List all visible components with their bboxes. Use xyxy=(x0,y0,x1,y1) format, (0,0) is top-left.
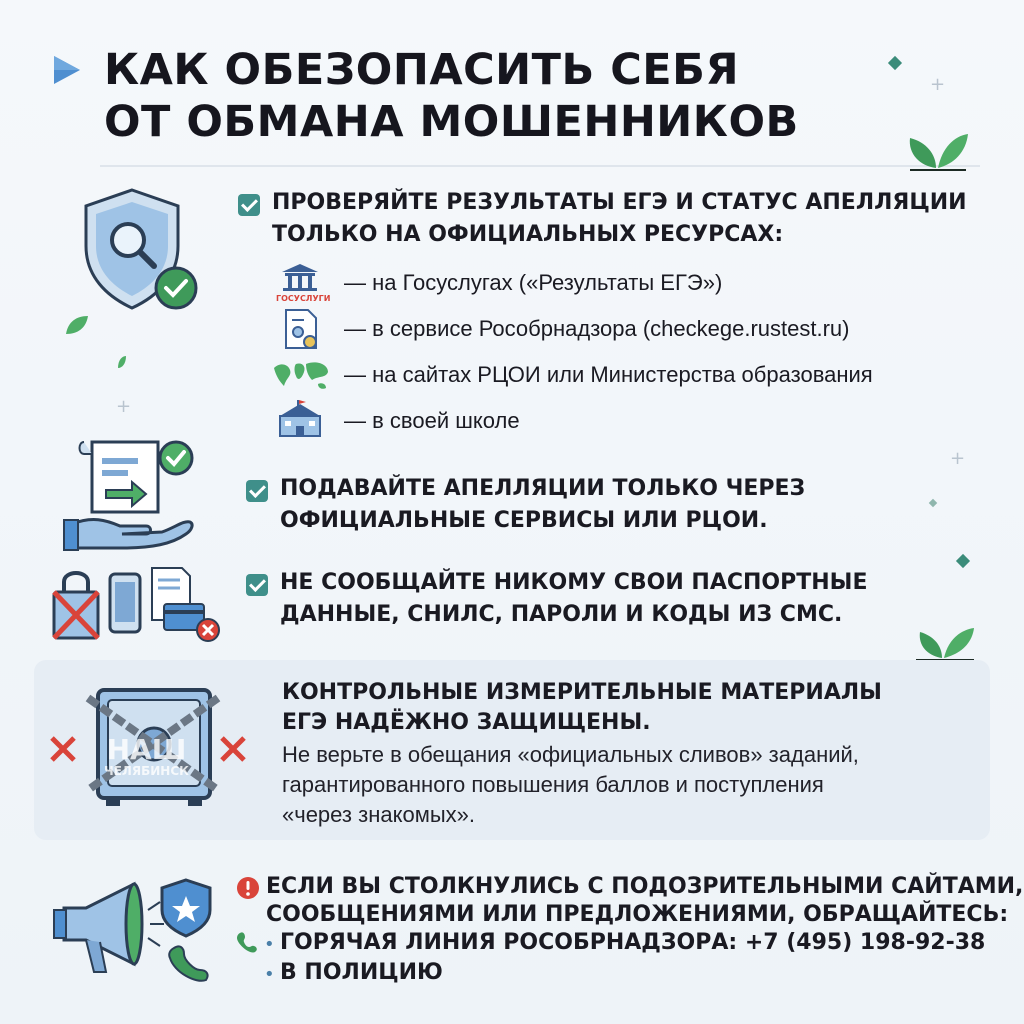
bullet-icon: • xyxy=(264,964,275,985)
watermark-logo xyxy=(104,733,189,778)
phone-handset-icon xyxy=(234,930,260,956)
resource-item-1: — на Госуслугах («Результаты ЕГЭ») xyxy=(344,270,723,295)
sparkle-icon: + xyxy=(116,396,132,417)
resource-item-2: — в сервисе Рособрнадзора (checkege.rustest.ru) xyxy=(344,316,850,341)
section5-heading-line-2: СООБЩЕНИЯМИ ИЛИ ПРЕДЛОЖЕНИЯМИ, ОБРАЩАЙТЕСЬ: xyxy=(266,902,1009,927)
section4-heading-line-1: КОНТРОЛЬНЫЕ ИЗМЕРИТЕЛЬНЫЕ МАТЕРИАЛЫ xyxy=(282,680,882,705)
section2-line-1: ПОДАВАЙТЕ АПЕЛЛЯЦИИ ТОЛЬКО ЧЕРЕЗ xyxy=(280,476,806,501)
section4-heading-line-2: ЕГЭ НАДЁЖНО ЗАЩИЩЕНЫ. xyxy=(282,710,651,735)
watermark-line-2: ЧЕЛЯБИНСК xyxy=(104,764,189,778)
document-hand-icon xyxy=(62,436,202,552)
section4-body-line-3: «через знакомых». xyxy=(282,802,475,827)
gosuslugi-logo: ГОСУСЛУГИ xyxy=(276,294,331,303)
checkbox-checked-icon xyxy=(238,194,260,216)
resource-item-4: — в своей школе xyxy=(344,408,520,433)
diamond-decoration-icon xyxy=(929,499,937,507)
page-title xyxy=(104,44,924,148)
small-leaf-icon xyxy=(116,354,128,370)
section2-line-2: ОФИЦИАЛЬНЫЕ СЕРВИСЫ ИЛИ РЦОИ. xyxy=(280,508,768,533)
section3-line-2: ДАННЫЕ, СНИЛС, ПАРОЛИ И КОДЫ ИЗ СМС. xyxy=(280,602,843,627)
leaf-sprout-icon xyxy=(900,120,970,172)
shield-magnifier-icon xyxy=(78,184,208,316)
megaphone-police-icon xyxy=(50,874,236,984)
checkbox-checked-icon xyxy=(246,480,268,502)
section4-body-line-1: Не верьте в обещания «официальных сливов» заданий, xyxy=(282,742,859,767)
checkbox-checked-icon xyxy=(246,574,268,596)
watermark-line-1: НАШ xyxy=(106,733,187,766)
bullet-icon: • xyxy=(264,934,275,955)
leaf-sprout-icon xyxy=(910,614,978,662)
section1-heading-line-2: ТОЛЬКО НА ОФИЦИАЛЬНЫХ РЕСУРСАХ: xyxy=(272,222,784,247)
small-leaf-icon xyxy=(64,314,90,336)
lock-phone-card-icon xyxy=(48,564,226,650)
hotline-contact: ГОРЯЧАЯ ЛИНИЯ РОСОБРНАДЗОРА: +7 (495) 198-92-38 xyxy=(280,930,986,955)
alert-exclamation-icon xyxy=(236,876,260,900)
section3-line-1: НЕ СООБЩАЙТЕ НИКОМУ СВОИ ПАСПОРТНЫЕ xyxy=(280,570,868,595)
section4-body-line-2: гарантированного повышения баллов и поступления xyxy=(282,772,824,797)
section5-heading-line-1: ЕСЛИ ВЫ СТОЛКНУЛИСЬ С ПОДОЗРИТЕЛЬНЫМИ САЙТАМИ, xyxy=(266,874,1024,899)
title-line-1: КАК ОБЕЗОПАСИТЬ СЕБЯ xyxy=(104,45,740,95)
police-contact: В ПОЛИЦИЮ xyxy=(280,960,443,985)
certificate-document-icon xyxy=(282,308,322,352)
resource-item-3: — на сайтах РЦОИ или Министерства образования xyxy=(344,362,873,387)
government-building-icon xyxy=(280,262,320,292)
world-map-icon xyxy=(270,358,332,394)
sparkle-icon: + xyxy=(930,74,946,95)
title-divider xyxy=(100,165,980,167)
school-building-icon xyxy=(276,400,324,438)
section1-heading-line-1: ПРОВЕРЯЙТЕ РЕЗУЛЬТАТЫ ЕГЭ И СТАТУС АПЕЛЛЯЦИИ xyxy=(272,190,967,215)
sparkle-icon: + xyxy=(950,448,966,469)
diamond-decoration-icon xyxy=(956,554,970,568)
title-line-2: ОТ ОБМАНА МОШЕННИКОВ xyxy=(104,97,799,147)
play-triangle-icon xyxy=(50,52,84,88)
